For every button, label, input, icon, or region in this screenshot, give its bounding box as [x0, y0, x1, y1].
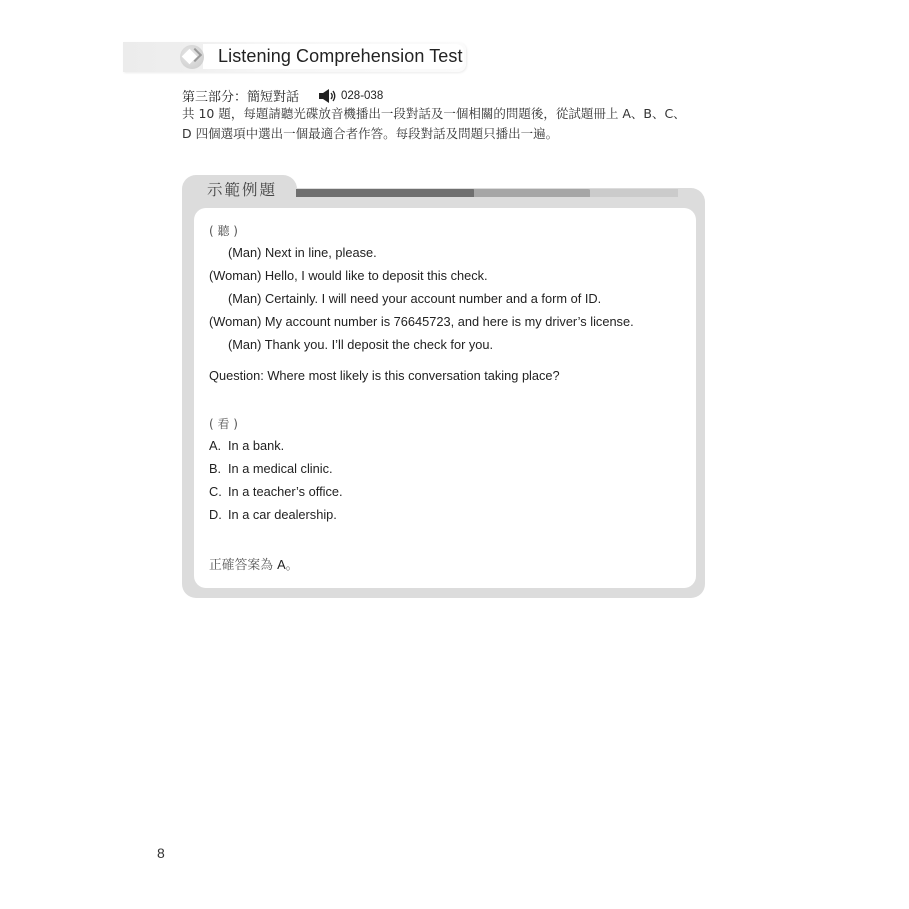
section-heading: [182, 86, 383, 105]
example-box-content-area: [194, 208, 696, 588]
answer-prefix: 正確答案為: [209, 558, 273, 573]
option-c: [209, 484, 343, 499]
option-letter: C.: [209, 484, 222, 499]
example-tab-label: 示範例題: [207, 181, 278, 199]
answer-suffix: 。: [285, 558, 299, 573]
decorative-stripe-mid: [474, 189, 592, 197]
option-text: In a teacher’s office.: [228, 484, 343, 499]
instructions-line-2: D 四個選項中選出一個最適合者作答。每段對話及問題只播出一遍。: [182, 126, 559, 141]
decorative-stripe-dark: [296, 189, 477, 197]
dialogue-line: (Woman) My account number is 76645723, and here is my driver’s license.: [209, 314, 634, 329]
dialogue-line: (Man) Certainly. I will need your account number and a form of ID.: [228, 291, 602, 306]
instructions-line-1: 共 10 題，每題請聽光碟放音機播出一段對話及一個相關的問題後，從試題冊上 A、B、C、: [182, 106, 686, 121]
option-letter: A.: [209, 438, 222, 453]
option-text: In a bank.: [228, 438, 285, 453]
read-marker: ( 看 ): [209, 417, 238, 431]
page-title: Listening Comprehension Test: [218, 46, 463, 66]
dialogue-line: (Man) Thank you. I’ll deposit the check for you.: [228, 337, 494, 352]
section-instructions: [182, 104, 722, 144]
dialogue-line: (Woman) Hello, I would like to deposit this check.: [209, 268, 488, 283]
dialogue-line: (Man) Next in line, please.: [228, 245, 377, 260]
option-a: [209, 438, 284, 453]
option-text: In a car dealership.: [228, 507, 337, 522]
decorative-stripe-light: [590, 189, 678, 197]
answer-letter: A: [277, 557, 286, 572]
correct-answer: [209, 554, 298, 573]
question-text: Question: Where most likely is this conversation taking place?: [209, 368, 560, 383]
option-text: In a medical clinic.: [228, 461, 333, 476]
section-title: 第三部分：簡短對話: [182, 90, 300, 105]
header-banner: [123, 42, 466, 72]
audio-track-range: 028-038: [341, 89, 384, 102]
speaker-icon: [319, 89, 337, 103]
option-d: [209, 507, 337, 522]
option-b: [209, 461, 333, 476]
listen-marker: ( 聽 ): [209, 224, 238, 238]
option-letter: B.: [209, 461, 222, 476]
page-number: 8: [157, 845, 165, 861]
option-letter: D.: [209, 507, 222, 522]
